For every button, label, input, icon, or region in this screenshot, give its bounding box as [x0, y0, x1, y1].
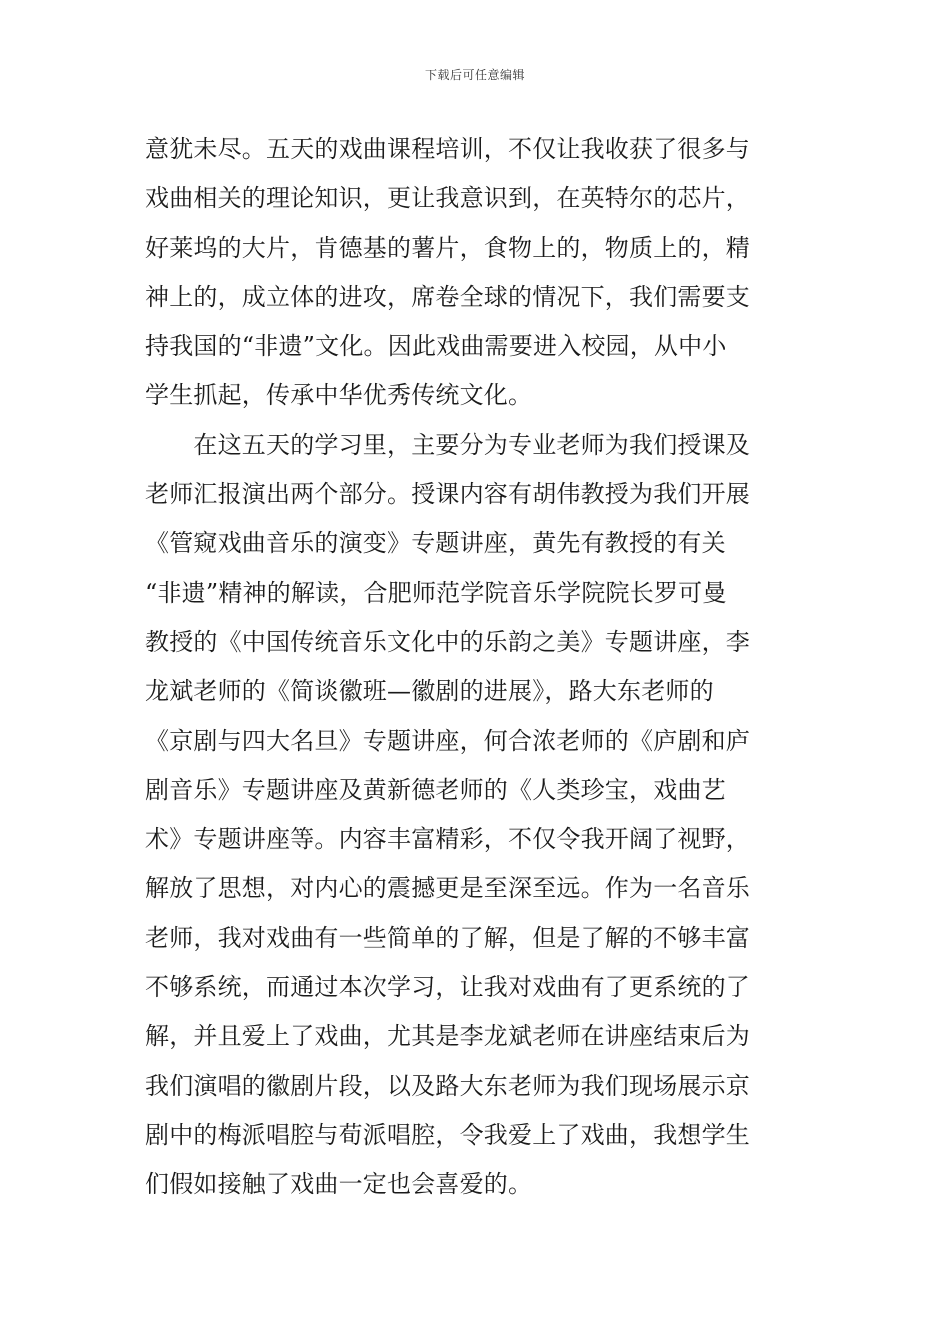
text-line: 解，并且爱上了戏曲，尤其是李龙斌老师在讲座结束后为: [145, 1022, 750, 1051]
text-line: 学生抓起，传承中华优秀传统文化。: [145, 381, 533, 410]
header-note: 下载后可任意编辑: [424, 68, 525, 82]
text-line: 术》专题讲座等。内容丰富精彩，不仅令我开阔了视野，: [145, 825, 750, 854]
text-line: 《京剧与四大名旦》专题讲座，何合浓老师的《庐剧和庐: [145, 726, 750, 755]
text-line: 持我国的“非遗”文化。因此戏曲需要进入校园，从中小: [145, 332, 727, 361]
text-line: 龙斌老师的《简谈徽班—徽剧的进展》，路大东老师的: [145, 677, 714, 706]
text-line: 好莱坞的大片，肯德基的薯片，食物上的，物质上的，精: [145, 233, 750, 262]
text-line: 不够系统，而通过本次学习，让我对戏曲有了更系统的了: [145, 973, 750, 1002]
body-text: [145, 125, 813, 1210]
text-line: 教授的《中国传统音乐文化中的乐韵之美》专题讲座，李: [145, 627, 750, 656]
text-line: “非遗”精神的解读，合肥师范学院音乐学院院长罗可曼: [145, 578, 727, 607]
text-line: 们假如接触了戏曲一定也会喜爱的。: [145, 1170, 533, 1199]
text-line: 老师汇报演出两个部分。授课内容有胡伟教授为我们开展: [145, 480, 750, 509]
text-line: 意犹未尽。五天的戏曲课程培训，不仅让我收获了很多与: [145, 135, 750, 163]
text-line: 戏曲相关的理论知识，更让我意识到，在英特尔的芯片，: [145, 184, 750, 213]
text-line: 《管窥戏曲音乐的演变》专题讲座，黄先有教授的有关: [145, 529, 726, 558]
text-line: 解放了思想，对内心的震撼更是至深至远。作为一名音乐: [145, 874, 750, 903]
text-line: 在这五天的学习里，主要分为专业老师为我们授课及: [145, 430, 750, 459]
text-line: 神上的，成立体的进攻，席卷全球的情况下，我们需要支: [145, 282, 750, 311]
text-line: 老师，我对戏曲有一些简单的了解，但是了解的不够丰富: [145, 923, 750, 952]
text-line: 剧中的梅派唱腔与荀派唱腔，令我爱上了戏曲，我想学生: [145, 1120, 750, 1149]
text-line: 剧音乐》专题讲座及黄新德老师的《人类珍宝，戏曲艺: [145, 775, 726, 804]
text-line: 我们演唱的徽剧片段，以及路大东老师为我们现场展示京: [145, 1071, 750, 1100]
